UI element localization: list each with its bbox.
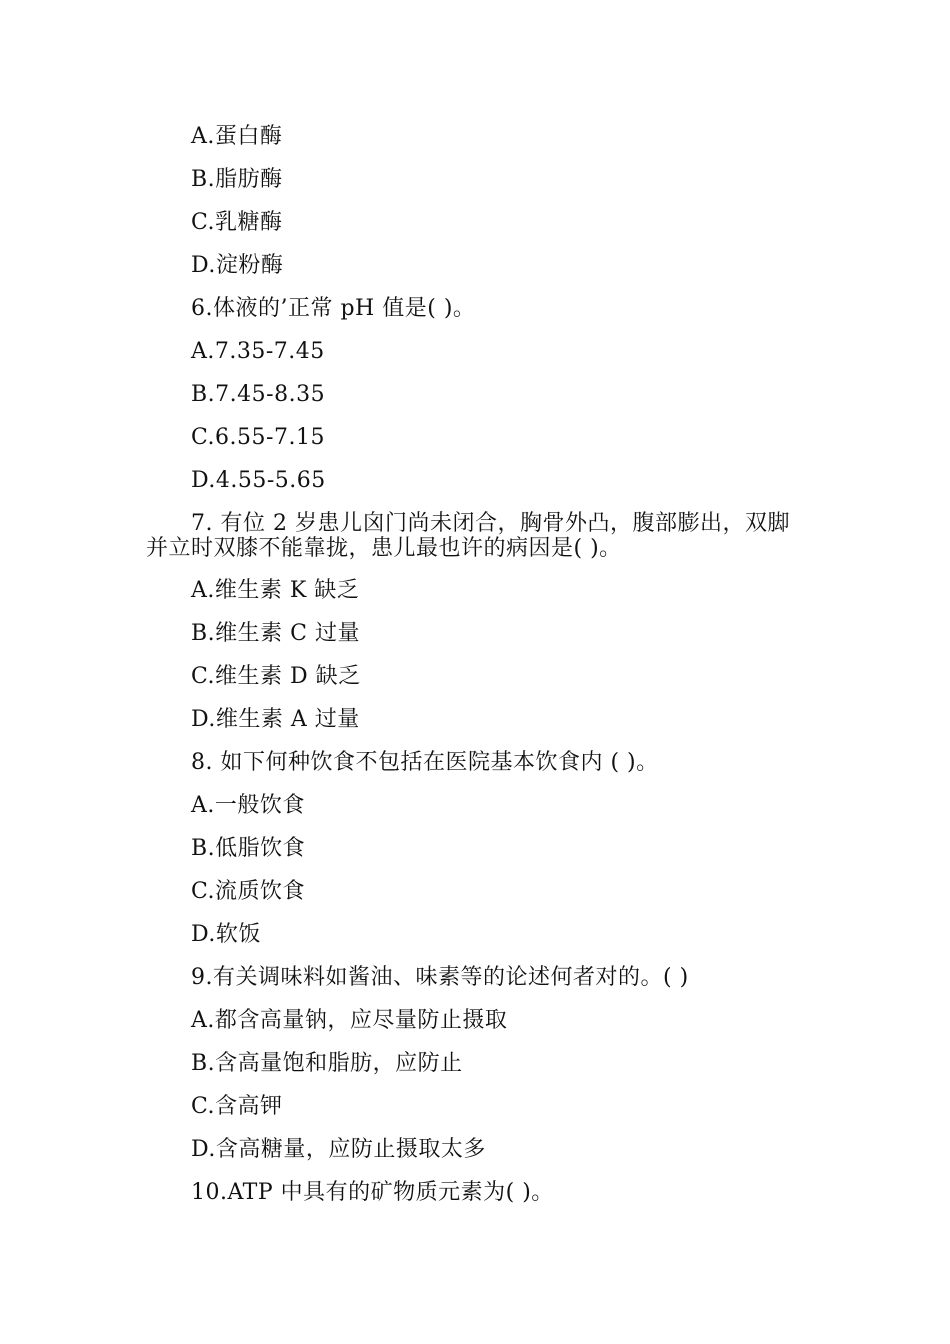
q7-option-b: B.维生素 C 过量 bbox=[191, 621, 360, 646]
question-6: 6.体液的’正常 pH 值是( )。 bbox=[191, 296, 476, 321]
q6-option-a: A.7.35-7.45 bbox=[191, 339, 325, 364]
q9-option-c: C.含高钾 bbox=[191, 1094, 283, 1119]
q5-option-b: B.脂肪酶 bbox=[191, 167, 283, 192]
q7-option-d: D.维生素 A 过量 bbox=[191, 707, 360, 732]
q6-option-c: C.6.55-7.15 bbox=[191, 425, 325, 450]
q6-option-b: B.7.45-8.35 bbox=[191, 382, 326, 407]
q9-option-b: B.含高量饱和脂肪，应防止 bbox=[191, 1051, 463, 1076]
question-7: 7. 有位 2 岁患儿囟门尚未闭合，胸骨外凸，腹部膨出，双脚并立时双膝不能靠拢，患儿最也许的病因是( )。 bbox=[146, 511, 790, 561]
question-8: 8. 如下何种饮食不包括在医院基本饮食内 ( )。 bbox=[191, 750, 659, 775]
q8-option-a: A.一般饮食 bbox=[191, 793, 305, 818]
q8-option-d: D.软饭 bbox=[191, 922, 261, 947]
q5-option-c: C.乳糖酶 bbox=[191, 210, 283, 235]
q8-option-c: C.流质饮食 bbox=[191, 879, 306, 904]
q9-option-a: A.都含高量钠，应尽量防止摄取 bbox=[191, 1008, 508, 1033]
q6-option-d: D.4.55-5.65 bbox=[191, 468, 326, 493]
question-9: 9.有关调味料如酱油、味素等的论述何者对的。( ) bbox=[191, 965, 689, 990]
q5-option-a: A.蛋白酶 bbox=[191, 124, 283, 149]
q9-option-d: D.含高糖量，应防止摄取太多 bbox=[191, 1137, 486, 1162]
q5-option-d: D.淀粉酶 bbox=[191, 253, 284, 278]
q7-option-c: C.维生素 D 缺乏 bbox=[191, 664, 361, 689]
question-10: 10.ATP 中具有的矿物质元素为( )。 bbox=[191, 1180, 554, 1205]
q7-option-a: A.维生素 K 缺乏 bbox=[191, 578, 360, 603]
q8-option-b: B.低脂饮食 bbox=[191, 836, 306, 861]
